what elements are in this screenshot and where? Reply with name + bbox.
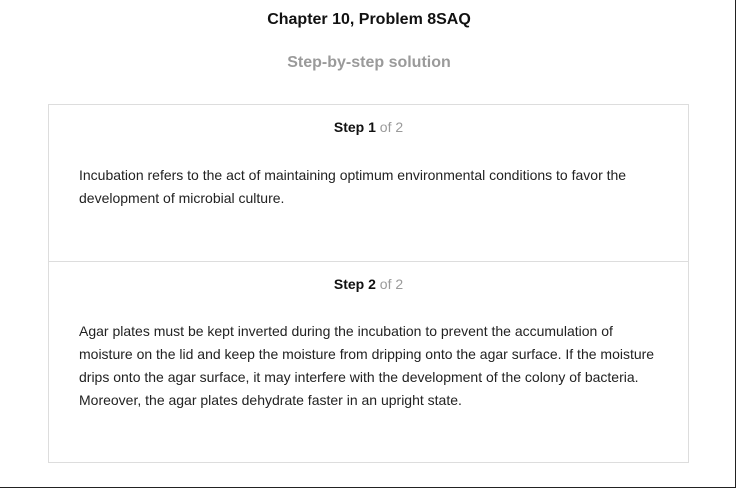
step-card-1 xyxy=(49,105,688,262)
page-subtitle: Step-by-step solution xyxy=(287,54,451,71)
step-label: Step xyxy=(333,276,365,292)
step-total: of 2 xyxy=(379,119,404,135)
step-number: 2 xyxy=(368,276,376,292)
step-text-1: Incubation refers to the act of maintaining optimum environmental conditions to favor the development of microbial culture. xyxy=(79,167,627,206)
step-header-1 xyxy=(49,119,688,135)
page-title: Chapter 10, Problem 8SAQ xyxy=(267,11,471,28)
step-text-2: Agar plates must be kept inverted during the incubation to prevent the accumulation of moisture on the lid and keep the moisture from dripping onto the agar surface. If the moisture drips onto the agar surface, it may interfere with the development of the colony of bacteria. Moreover, the agar plates dehydrate faster in an upright state. xyxy=(79,323,655,408)
step-header-2 xyxy=(49,276,688,292)
step-card-2 xyxy=(49,262,688,462)
step-number: 1 xyxy=(368,119,376,135)
step-total: of 2 xyxy=(379,276,404,292)
step-label: Step xyxy=(333,119,365,135)
steps-container xyxy=(48,104,689,463)
